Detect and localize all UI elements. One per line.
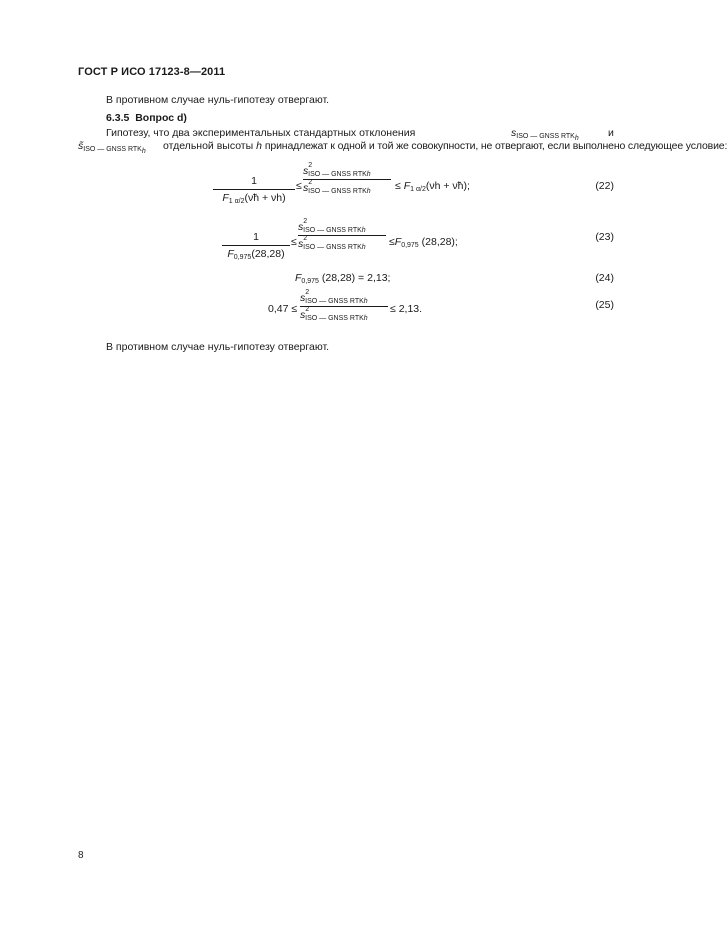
equation-22: 1 F1 α/2(ν̃h + νh) ≤ $s^2ISO$ — GNSS RTKh $s^2ISO$ — GNSS RTKh ≤ F1 α/2(νh + ν̃h); (22) bbox=[0, 172, 661, 212]
eq23-variance-ratio: $s^2ISO$ — GNSS RTKh $s^2ISO$ — GNSS RTKh bbox=[298, 221, 386, 250]
eq25-variance-ratio: $s^2ISO$ — GNSS RTKh $s^2ISO$ — GNSS RTKh bbox=[300, 292, 388, 321]
equation-23: 1 F0,975(28,28) ≤ $s^2ISO$ — GNSS RTKh $s^2ISO$ — GNSS RTKh ≤F0,975 (28,28); (23) bbox=[0, 228, 661, 268]
hypothesis-text-start: Гипотезу, что два экспериментальных стандартных отклонения bbox=[106, 127, 416, 139]
paragraph-rejection-1: В противном случае нуль-гипотезу отвергают. bbox=[106, 94, 330, 106]
eq22-number: (22) bbox=[595, 180, 614, 192]
eq23-number: (23) bbox=[595, 231, 614, 243]
page-number: 8 bbox=[78, 850, 84, 861]
document-header: ГОСТ Р ИСО 17123-8—2011 bbox=[78, 66, 226, 78]
eq22-variance-ratio: $s^2ISO$ — GNSS RTKh $s^2ISO$ — GNSS RTKh bbox=[303, 165, 391, 194]
hypothesis-and: и bbox=[608, 127, 614, 139]
eq23-right-side: ≤F0,975 (28,28); bbox=[389, 236, 458, 249]
eq25-number: (25) bbox=[595, 299, 614, 311]
equation-25 bbox=[0, 289, 661, 339]
eq22-left-fraction: 1 F1 α/2(ν̃h + νh) bbox=[213, 175, 295, 205]
paragraph-rejection-2: В противном случае нуль-гипотезу отвергают. bbox=[106, 341, 330, 353]
hypothesis-symbol-s: sISO — GNSS RTKh bbox=[511, 127, 579, 142]
eq24-number: (24) bbox=[595, 272, 614, 284]
eq25-lhs: 0,47 ≤ bbox=[268, 303, 298, 315]
hypothesis-symbol-s-tilde: s̃ISO — GNSS RTKh bbox=[78, 140, 146, 155]
eq25-rhs: ≤ 2,13. bbox=[390, 303, 423, 315]
eq23-left-fraction: 1 F0,975(28,28) bbox=[222, 231, 290, 261]
hypothesis-text-middle: отдельной высоты h принадлежат к одной и той же совокупности, не отвергают, если выполнено следующее условие: bbox=[163, 140, 727, 152]
eq22-right-side: ≤ F1 α/2(νh + ν̃h); bbox=[395, 180, 470, 193]
section-title: Вопрос d) bbox=[135, 112, 187, 124]
eq24-body: F0,975 (28,28) = 2,13; bbox=[295, 272, 391, 285]
section-number: 6.3.5 bbox=[106, 112, 130, 124]
paragraph-hypothesis bbox=[78, 127, 727, 155]
section-heading bbox=[106, 112, 187, 124]
